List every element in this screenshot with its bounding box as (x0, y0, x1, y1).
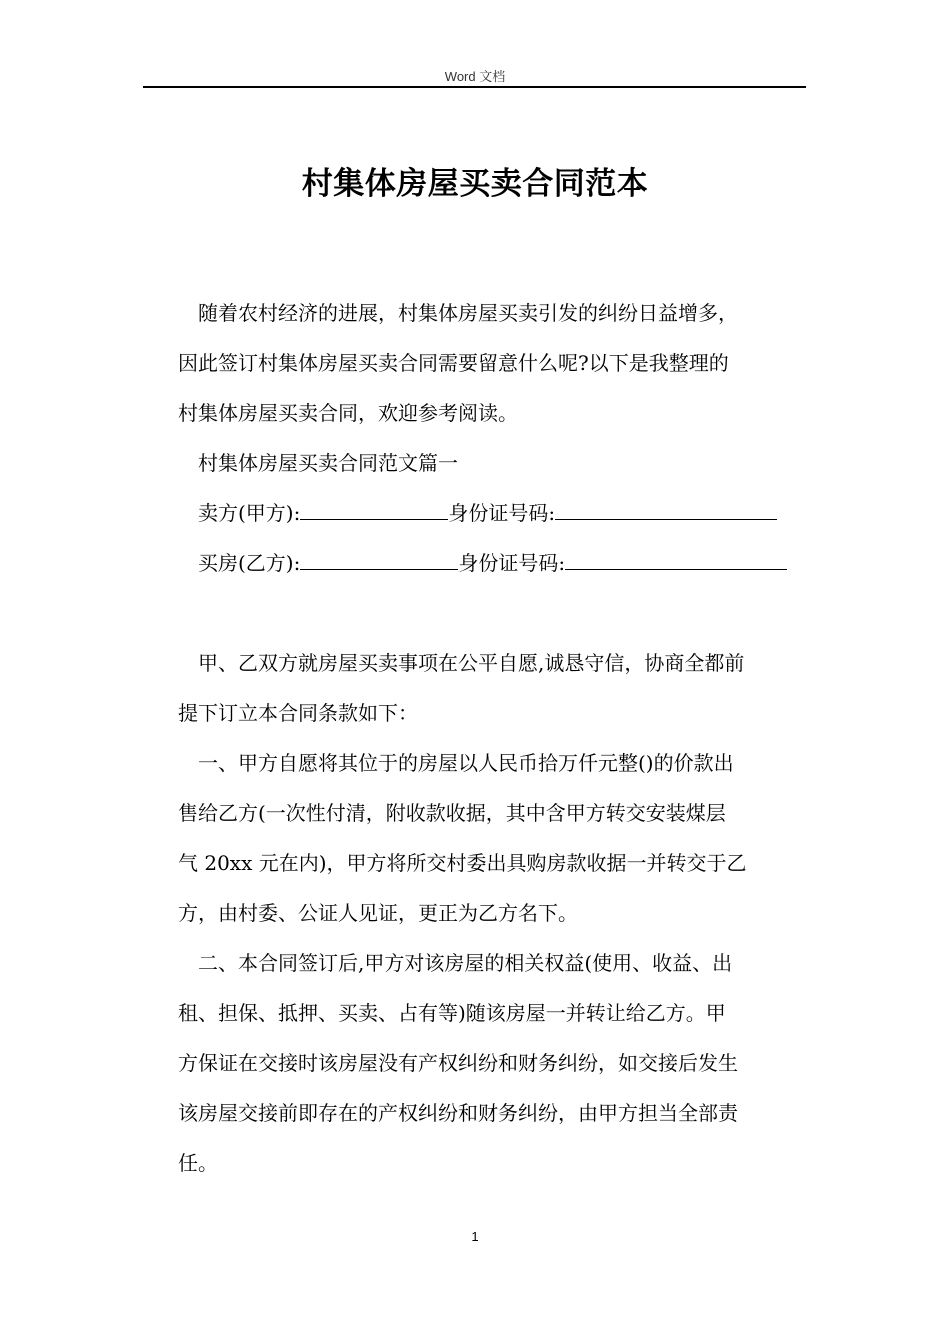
document-body (178, 288, 808, 1188)
seller-line (178, 488, 808, 538)
seller-name-blank (300, 499, 448, 520)
clause-line: 租、担保、抵押、买卖、占有等)随该房屋一并转让给乙方。甲 (178, 1001, 726, 1025)
section-heading: 村集体房屋买卖合同范文篇一 (198, 451, 458, 475)
intro-line: 村集体房屋买卖合同，欢迎参考阅读。 (178, 401, 518, 425)
buyer-id-blank (565, 549, 787, 570)
clause-line: 售给乙方(一次性付清，附收款收据，其中含甲方转交安装煤层 (178, 801, 726, 825)
agreement-paragraph (178, 638, 808, 738)
clause-line: 一、甲方自愿将其位于的房屋以人民币拾万仟元整()的价款出 (198, 751, 734, 775)
clause-line: 方，由村委、公证人见证，更正为乙方名下。 (178, 901, 578, 925)
intro-line: 随着农村经济的进展，村集体房屋买卖引发的纠纷日益增多， (198, 301, 738, 325)
intro-line: 因此签订村集体房屋买卖合同需要留意什么呢?以下是我整理的 (178, 351, 729, 375)
buyer-id-label: 身份证号码: (458, 551, 566, 575)
seller-id-blank (555, 499, 777, 520)
seller-label: 卖方(甲方): (198, 501, 301, 525)
seller-id-label: 身份证号码: (448, 501, 556, 525)
document-header-label: Word 文档 (444, 69, 506, 84)
clause-line: 方保证在交接时该房屋没有产权纠纷和财务纠纷，如交接后发生 (178, 1051, 738, 1075)
agreement-line: 甲、乙双方就房屋买卖事项在公平自愿,诚恳守信，协商全都前 (198, 651, 745, 675)
clause-line: 任。 (178, 1151, 218, 1175)
clause-line: 二、本合同签订后,甲方对该房屋的相关权益(使用、收益、出 (198, 951, 733, 975)
header-divider (143, 86, 806, 88)
agreement-line: 提下订立本合同条款如下： (178, 701, 418, 725)
clause-line: 气 20xx 元在内)，甲方将所交村委出具购房款收据一并转交于乙 (178, 851, 747, 875)
buyer-name-blank (300, 549, 458, 570)
clause-line: 该房屋交接前即存在的产权纠纷和财务纠纷，由甲方担当全部责 (178, 1101, 738, 1125)
clause-1 (178, 738, 808, 938)
intro-paragraph (178, 288, 808, 438)
spacer (178, 588, 808, 638)
buyer-line (178, 538, 808, 588)
clause-2 (178, 938, 808, 1188)
buyer-label: 买房(乙方): (198, 551, 301, 575)
page-number: 1 (471, 1229, 479, 1244)
document-title: 村集体房屋买卖合同范本 (301, 166, 649, 202)
